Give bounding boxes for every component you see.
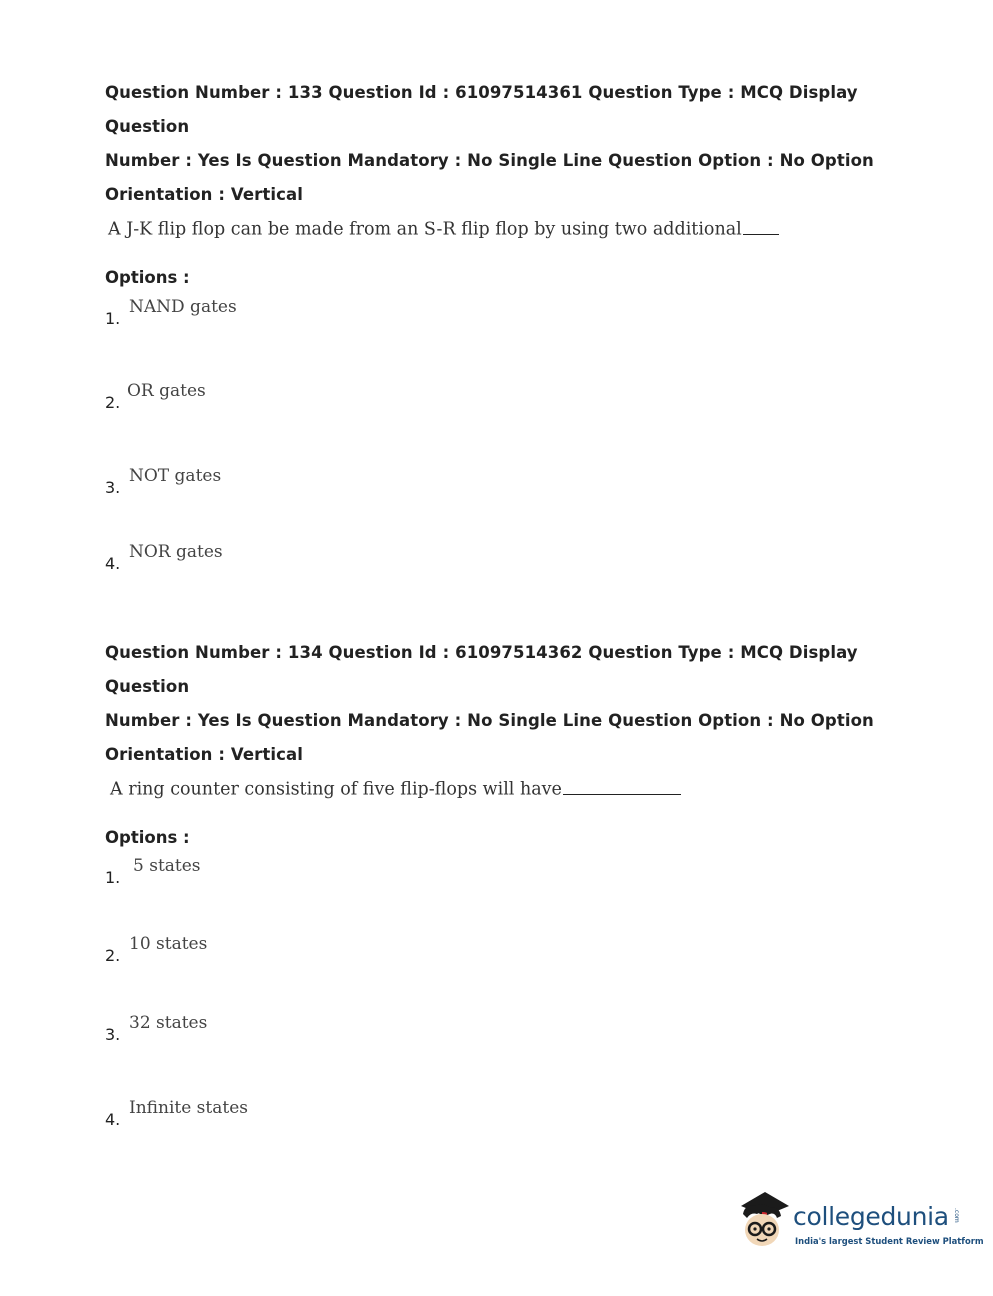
option-number: 1. (105, 867, 121, 887)
logo-tagline: India's largest Student Review Platform (795, 1236, 984, 1246)
question-meta-line-2: Number : Yes Is Question Mandatory : No Single Line Question Option : No Option (105, 151, 874, 170)
option-text: NOR gates (129, 541, 223, 562)
question-block-134 (105, 636, 885, 1129)
collegedunia-logo[interactable] (735, 1188, 984, 1260)
option-number: 3. (105, 1024, 121, 1044)
option-text: OR gates (127, 380, 206, 401)
option-text: 5 states (133, 855, 201, 876)
option-text: 10 states (129, 933, 208, 954)
options-label: Options : (105, 827, 190, 847)
logo-wordmark: collegedunia (793, 1202, 949, 1231)
option-text: NOT gates (129, 465, 222, 486)
option-number: 3. (105, 477, 121, 497)
question-meta-line-2: Number : Yes Is Question Mandatory : No Single Line Question Option : No Option (105, 711, 874, 730)
option-number: 2. (105, 392, 121, 412)
option-number: 4. (105, 553, 121, 573)
question-stem-text: A J-K flip flop can be made from an S-R flip flop by using two additional (108, 219, 742, 240)
question-meta-line-1: Question Number : 133 Question Id : 61097514361 Question Type : MCQ Display Question (105, 83, 858, 136)
option-number: 4. (105, 1109, 121, 1129)
answer-blank (743, 216, 779, 235)
logo-suffix: .com (953, 1208, 960, 1223)
question-meta-line-3: Orientation : Vertical (105, 745, 304, 764)
mascot-icon (735, 1188, 795, 1260)
question-meta-line-3: Orientation : Vertical (105, 185, 304, 204)
option-number: 2. (105, 945, 121, 965)
question-stem (105, 776, 885, 800)
option-text: Infinite states (129, 1097, 248, 1118)
options-label: Options : (105, 267, 190, 287)
question-stem (105, 216, 885, 240)
question-stem-text: A ring counter consisting of five flip-flops will have (110, 779, 562, 800)
option-text: 32 states (129, 1012, 208, 1033)
answer-blank (563, 776, 681, 795)
question-meta-line-1: Question Number : 134 Question Id : 61097514362 Question Type : MCQ Display Question (105, 643, 858, 696)
option-number: 1. (105, 308, 121, 328)
question-block-133 (105, 76, 885, 573)
option-text: NAND gates (129, 296, 237, 317)
